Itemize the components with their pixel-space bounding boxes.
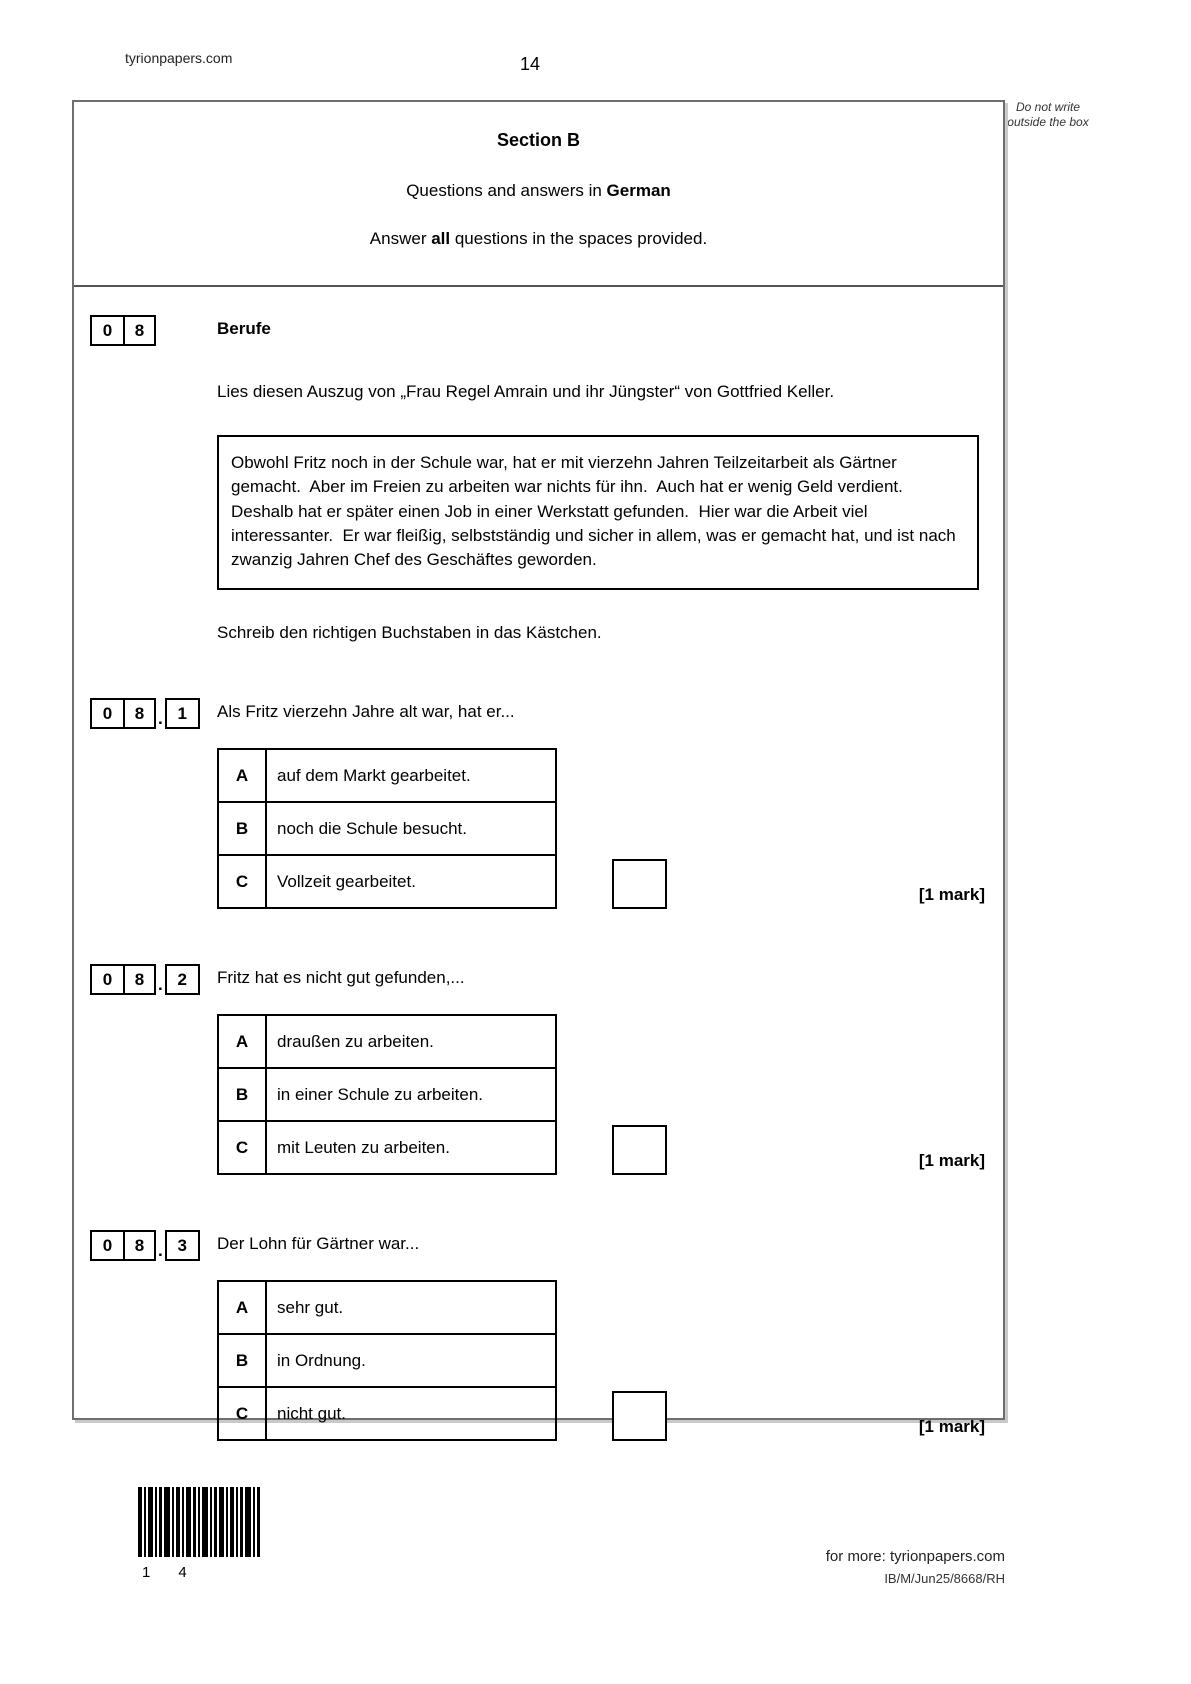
footer-site-note: for more: tyrionpapers.com [825,1548,1005,1565]
options-row [217,1280,985,1441]
section-instruction [74,229,1003,249]
option-letter: A [219,1282,267,1333]
subtitle-language: German [606,181,671,200]
options-table [217,1280,557,1441]
watermark-site: tyrionpapers.com [125,50,233,66]
subquestion-08-1-content [217,698,985,909]
subquestion-number-digit: 1 [177,703,187,723]
number-separator: . [158,709,163,729]
option-row-c [219,1120,555,1173]
option-text: noch die Schule besucht. [277,818,467,838]
barcode-digits: 14 [138,1564,268,1581]
subquestion-number-box [165,964,200,995]
question-instruction: Schreib den richtigen Buchstaben in das Kästchen. [217,623,602,643]
number-separator: . [158,1241,163,1261]
subquestion-number-box [165,1230,200,1261]
option-row-a [219,750,555,801]
question-number-digit: 8 [123,966,154,993]
options-row [217,748,985,909]
option-row-b [219,1333,555,1386]
question-number-digit: 0 [102,703,113,723]
question-08-number [90,315,217,346]
option-letter: A [219,1016,267,1067]
instruction-suffix: questions in the spaces provided. [450,229,708,248]
question-number-box [90,964,156,995]
page-number: 14 [519,54,541,74]
options-table [217,1014,557,1175]
instruction-all: all [431,229,451,248]
answer-entry-box-08-1[interactable] [612,859,667,909]
subquestion-08-1-number [90,698,217,729]
option-letter: C [219,856,267,907]
instruction-prefix: Answer [369,229,432,248]
subquestion-text: Fritz hat es nicht gut gefunden,... [217,968,465,988]
answer-entry-box-08-3[interactable] [612,1391,667,1441]
question-number-digit: 0 [102,969,113,989]
option-row-a [219,1282,555,1333]
option-row-b [219,801,555,854]
option-letter: B [219,1069,267,1120]
subquestion-08-1 [90,698,985,909]
question-08-content [217,315,985,643]
subquestion-08-2 [90,964,985,1175]
barcode-icon [138,1487,260,1557]
subquestion-08-2-content [217,964,985,1175]
question-number-digit: 0 [102,1235,113,1255]
section-subtitle [74,181,1003,201]
subquestion-08-3-content [217,1230,985,1441]
question-number-digit: 0 [102,320,113,340]
mark-allocation: [1 mark] [918,1417,985,1437]
question-08-row [90,315,985,643]
option-row-a [219,1016,555,1067]
section-header [74,102,1003,287]
option-text: auf dem Markt gearbeitet. [277,765,471,785]
reading-passage: Obwohl Fritz noch in der Schule war, hat er mit vierzehn Jahren Teilzeitarbeit als Gärtner gemacht. Aber im Freien zu arbeiten war nichts für ihn. Auch hat er wenig Geld verdient. Deshalb hat er später einen Job in einer Werkstatt gefunden. Hier war die Arbeit viel interessanter. Er war fleißig, selbstständig und sicher in allem, was er gemacht hat, und ist nach zwanzig Jahren Chef des Geschäftes geworden. [217,435,979,590]
section-title: Section B [496,130,580,150]
options-row [217,1014,985,1175]
page-footer [605,1548,1005,1586]
option-text: Vollzeit gearbeitet. [277,871,416,891]
page-barcode [138,1487,268,1581]
subquestion-08-2-number [90,964,217,995]
question-number-box [90,698,156,729]
option-text: in Ordnung. [277,1350,366,1370]
mark-allocation: [1 mark] [918,885,985,905]
margin-note: Do not write outside the box [1007,100,1089,129]
option-text: mit Leuten zu arbeiten. [277,1137,450,1157]
subquestion-text: Als Fritz vierzehn Jahre alt war, hat er... [217,702,515,722]
paper-reference-code: IB/M/Jun25/8668/RH [884,1571,1005,1586]
question-number-digit: 8 [123,317,154,344]
question-body [74,287,1003,1441]
option-row-c [219,854,555,907]
subquestion-number-digit: 2 [177,969,187,989]
option-letter: C [219,1122,267,1173]
question-number-digit: 8 [123,700,154,727]
option-letter: B [219,803,267,854]
option-letter: A [219,750,267,801]
subquestion-08-3-number [90,1230,217,1261]
subquestion-text: Der Lohn für Gärtner war... [217,1234,420,1254]
option-row-b [219,1067,555,1120]
option-text: sehr gut. [277,1297,344,1317]
question-number-box [90,1230,156,1261]
option-text: in einer Schule zu arbeiten. [277,1084,484,1104]
subquestion-number-digit: 3 [177,1235,187,1255]
question-number-digit: 8 [123,1232,154,1259]
subquestion-number-box [165,698,200,729]
question-title: Berufe [217,319,271,338]
number-separator: . [158,975,163,995]
mark-allocation: [1 mark] [918,1151,985,1171]
option-text: draußen zu arbeiten. [277,1031,434,1051]
question-area-box [72,100,1005,1437]
answer-entry-box-08-2[interactable] [612,1125,667,1175]
option-row-c [219,1386,555,1439]
question-intro: Lies diesen Auszug von „Frau Regel Amrain und ihr Jüngster“ von Gottfried Keller. [217,382,835,401]
option-letter: C [219,1388,267,1439]
subtitle-prefix: Questions and answers in [406,181,607,200]
subquestion-08-3 [90,1230,985,1441]
option-text: nicht gut. [277,1403,346,1423]
options-table [217,748,557,909]
option-letter: B [219,1335,267,1386]
question-number-box [90,315,156,346]
